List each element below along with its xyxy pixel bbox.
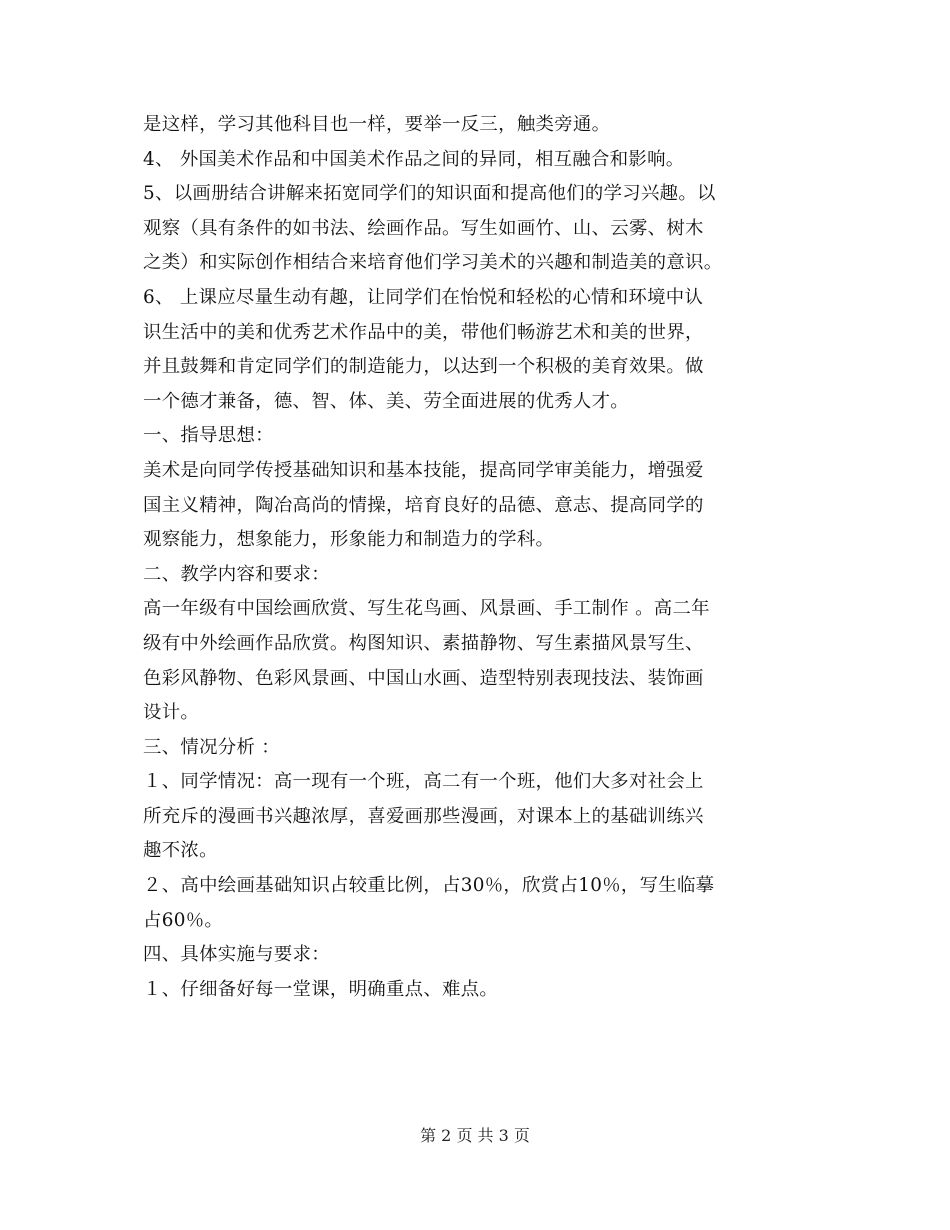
section-heading-situation-analysis: 三、情况分析 ： — [143, 736, 280, 758]
text-line-16: 级有中外绘画作品欣赏。构图知识、素描静物、写生素描风景写生、 — [143, 632, 704, 654]
text-line-11: 美术是向同学传授基础知识和基本技能，提高同学审美能力，增强爱 — [143, 459, 704, 481]
text-line-24: 占60％。 — [143, 909, 224, 931]
text-line-9: 一个德才兼备，德、智、体、美、劳全面进展的优秀人才。 — [143, 390, 629, 412]
page-number-footer: 第 2 页 共 3 页 — [420, 1126, 530, 1145]
text-line-13: 观察能力，想象能力，形象能力和制造力的学科。 — [143, 529, 555, 551]
section-heading-implementation: 四、具体实施与要求： — [143, 944, 330, 966]
text-line-12: 国主义精神，陶冶高尚的情操，培育良好的品德、意志、提高同学的 — [143, 494, 704, 516]
text-line-17: 色彩风静物、色彩风景画、中国山水画、造型特别表现技法、装饰画 — [143, 667, 704, 689]
text-line-26: １、仔细备好每一堂课，明确重点、难点。 — [143, 978, 499, 1000]
text-line-2: 4、 外国美术作品和中国美术作品之间的异同，相互融合和影响。 — [143, 148, 685, 170]
text-line-21: 所充斥的漫画书兴趣浓厚，喜爱画那些漫画，对课本上的基础训练兴 — [143, 805, 704, 827]
text-line-22: 趣不浓。 — [143, 840, 218, 862]
text-line-15: 高一年级有中国绘画欣赏、写生花鸟画、风景画、手工制作 。高二年 — [143, 598, 710, 620]
text-line-1: 是这样，学习其他科目也一样，要举一反三，触类旁通。 — [143, 114, 611, 135]
text-line-23: ２、高中绘画基础知识占较重比例，占30％，欣赏占10％，写生临摹 — [143, 875, 715, 897]
text-line-4: 观察（具有条件的如书法、绘画作品。写生如画竹、山、云雾、树木 — [143, 217, 704, 239]
text-line-5: 之类）和实际创作相结合来培育他们学习美术的兴趣和制造美的意识。 — [143, 252, 723, 274]
text-line-7: 识生活中的美和优秀艺术作品中的美，带他们畅游艺术和美的世界， — [143, 321, 704, 343]
section-heading-teaching-content: 二、教学内容和要求： — [143, 563, 330, 585]
text-line-6: 6、 上课应尽量生动有趣，让同学们在怡悦和轻松的心情和环境中认 — [143, 286, 704, 308]
text-line-8: 并且鼓舞和肯定同学们的制造能力，以达到一个积极的美育效果。做 — [143, 356, 704, 378]
text-line-20: １、同学情况：高一现有一个班，高二有一个班，他们大多对社会上 — [143, 771, 704, 793]
text-line-3: 5、以画册结合讲解来拓宽同学们的知识面和提高他们的学习兴趣。以 — [143, 183, 716, 205]
section-heading-guiding-thought: 一、指导思想： — [143, 425, 274, 447]
document-body — [143, 108, 813, 1007]
text-line-18: 设计。 — [143, 702, 200, 724]
